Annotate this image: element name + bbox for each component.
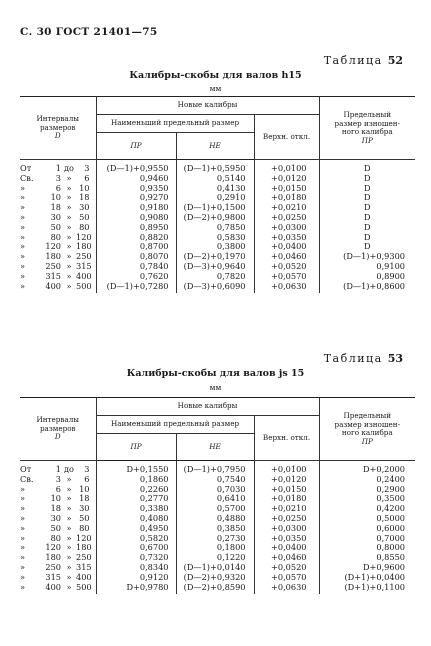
upper-deviation-value: +0,0210 [254,504,319,514]
pr-value: 0,2770 [96,494,176,504]
row-prefix: » [20,532,26,543]
interval-separator: до [64,163,74,173]
interval-from: 10 [50,493,61,504]
interval-to: 10 [79,182,90,193]
upper-deviation-value: +0,0630 [254,583,319,595]
intervals-header: Интервалы размеров D [20,97,96,160]
interval-from: 250 [45,260,61,271]
wear-limit-value: D+0,2000 [319,461,415,475]
wear-limit-value: D [319,242,415,252]
interval-from: 80 [50,532,61,543]
row-prefix: » [20,241,26,252]
interval-separator: » [66,251,72,262]
interval-separator: » [66,561,72,572]
interval-separator: » [66,241,72,252]
interval-from: 6 [55,483,61,494]
wear-limit-value: (D+1)+0,1100 [319,583,415,595]
pr-value: (D—1)+0,9550 [96,160,176,174]
interval-from: 400 [45,280,61,291]
interval-separator: » [66,552,72,563]
wear-limit-value: 0,3500 [319,494,415,504]
upper-deviation-value: +0,0460 [254,252,319,262]
upper-deviation-value: +0,0460 [254,553,319,563]
new-gauges-header: Новые калибры [96,398,319,416]
pr-value: D+0,9780 [96,583,176,595]
table-52-title: Калибры-скобы для валов h15 [129,70,302,81]
table-53-title: Калибры-скобы для валов js 15 [126,368,305,379]
upper-deviation-header: Верхн. откл. [254,115,319,160]
ne-value: (D—3)+0,6090 [176,282,254,294]
ne-value: 0,5700 [176,504,254,514]
pr-value: 0,5820 [96,534,176,544]
upper-deviation-value: +0,0120 [254,174,319,184]
new-gauges-header: Новые калибры [96,97,319,115]
table-52 [20,96,415,293]
pr-value: 0,1860 [96,475,176,485]
pr-value: 0,8700 [96,242,176,252]
wear-limit-value: D [319,223,415,233]
pr-header: ПР [96,133,176,160]
ne-value: 0,4880 [176,514,254,524]
interval-separator: » [66,221,72,232]
pr-value: 0,9080 [96,213,176,223]
row-prefix: От [20,464,32,474]
pr-value: D+0,1550 [96,461,176,475]
row-prefix: » [20,493,26,504]
interval-separator: » [66,231,72,242]
interval-to: 18 [79,493,90,504]
pr-value: 0,4950 [96,524,176,534]
upper-deviation-value: +0,0350 [254,233,319,243]
interval-to: 250 [76,552,92,563]
interval-separator: » [66,522,72,533]
interval-to: 50 [79,512,90,523]
table-52-label-number: 52 [387,54,403,67]
interval-to: 500 [76,581,92,592]
upper-deviation-value: +0,0120 [254,475,319,485]
wear-limit-value: 0,8000 [319,543,415,553]
pr-value: 0,9350 [96,184,176,194]
interval-to: 180 [76,542,92,553]
interval-separator: » [66,473,72,484]
interval-from: 30 [50,211,61,222]
pr-value: 0,3380 [96,504,176,514]
interval-separator: » [66,280,72,291]
wear-limit-value: D [319,213,415,223]
upper-deviation-value: +0,0150 [254,184,319,194]
row-prefix: » [20,512,26,523]
pr-value: 0,9120 [96,573,176,583]
upper-deviation-value: +0,0400 [254,543,319,553]
table-52-label-word: Таблица [323,54,383,67]
pr-value: 0,8340 [96,563,176,573]
table-row [20,160,415,174]
row-prefix: » [20,202,26,213]
wear-limit-header: Предельный размер изношен- ного калибра ПР [319,97,415,160]
interval-from: 6 [55,182,61,193]
ne-value: (D—3)+0,9640 [176,262,254,272]
ne-value: (D—2)+0,9800 [176,213,254,223]
row-prefix: » [20,571,26,582]
interval-from: 315 [45,270,61,281]
interval-to: 400 [76,270,92,281]
row-prefix: » [20,542,26,553]
pr-value: 0,4080 [96,514,176,524]
table-52-label [324,54,403,67]
interval-separator: » [66,542,72,553]
ne-value: (D—1)+0,7950 [176,461,254,475]
upper-deviation-value: +0,0100 [254,461,319,475]
table-53-label-word: Таблица [323,352,383,365]
pr-header: ПР [96,434,176,461]
wear-limit-value: 0,4200 [319,504,415,514]
interval-to: 30 [79,503,90,514]
interval-to: 6 [84,172,90,183]
ne-value: 0,4130 [176,184,254,194]
upper-deviation-header: Верхн. откл. [254,416,319,461]
wear-limit-value: 0,8900 [319,272,415,282]
ne-value: 0,3850 [176,524,254,534]
interval-separator: до [64,464,74,474]
interval-to: 180 [76,241,92,252]
interval-from: 250 [45,561,61,572]
interval-separator: » [66,581,72,592]
wear-limit-value: D [319,184,415,194]
row-prefix: » [20,251,26,262]
row-prefix: » [20,522,26,533]
wear-limit-value: 0,9100 [319,262,415,272]
row-prefix: Св. [20,473,34,484]
wear-limit-value: 0,7000 [319,534,415,544]
pr-value: 0,8070 [96,252,176,262]
ne-value: 0,2730 [176,534,254,544]
ne-value: (D—2)+0,9320 [176,573,254,583]
row-prefix: » [20,270,26,281]
wear-limit-value: (D+1)+0,0400 [319,573,415,583]
row-prefix: Св. [20,172,34,183]
ne-value: (D—2)+0,8590 [176,583,254,595]
interval-from: 120 [45,542,61,553]
wear-limit-value: D [319,193,415,203]
ne-value: (D—1)+0,0140 [176,563,254,573]
ne-value: 0,1800 [176,543,254,553]
row-prefix: » [20,581,26,592]
ne-header: НЕ [176,133,254,160]
wear-limit-value: D [319,160,415,174]
pr-value: 0,7620 [96,272,176,282]
ne-value: 0,7850 [176,223,254,233]
ne-value: 0,5830 [176,233,254,243]
row-prefix: » [20,221,26,232]
pr-value: 0,9460 [96,174,176,184]
upper-deviation-value: +0,0570 [254,573,319,583]
smallest-limit-header: Наименьший предельный размер [96,115,254,133]
interval-separator: » [66,493,72,504]
ne-value: 0,2910 [176,193,254,203]
row-prefix: » [20,182,26,193]
table-row [20,583,415,595]
table-53-unit: мм [209,383,222,392]
interval-to: 50 [79,211,90,222]
interval-separator: » [66,192,72,203]
upper-deviation-value: +0,0400 [254,242,319,252]
upper-deviation-value: +0,0520 [254,262,319,272]
interval-to: 80 [79,221,90,232]
ne-value: 0,5140 [176,174,254,184]
interval-to: 120 [76,231,92,242]
wear-limit-value: D [319,174,415,184]
pr-value: 0,7320 [96,553,176,563]
upper-deviation-value: +0,0180 [254,494,319,504]
interval-to: 250 [76,251,92,262]
pr-value: 0,6700 [96,543,176,553]
interval-separator: » [66,202,72,213]
interval-from: 400 [45,581,61,592]
interval-to: 3 [84,163,90,173]
interval-separator: » [66,532,72,543]
table-53 [20,397,415,594]
ne-value: 0,7030 [176,485,254,495]
upper-deviation-value: +0,0350 [254,534,319,544]
pr-value: 0,8950 [96,223,176,233]
interval-to: 500 [76,280,92,291]
interval-to: 10 [79,483,90,494]
interval-to: 120 [76,532,92,543]
interval-to: 315 [76,260,92,271]
interval-separator: » [66,182,72,193]
table-53-label-number: 53 [387,352,403,365]
wear-limit-value: 0,8550 [319,553,415,563]
table-row [20,282,415,294]
row-prefix: » [20,231,26,242]
wear-limit-value: D+0,9600 [319,563,415,573]
interval-from: 10 [50,192,61,203]
interval-separator: » [66,503,72,514]
ne-value: 0,3800 [176,242,254,252]
ne-value: 0,7540 [176,475,254,485]
interval-from: 30 [50,512,61,523]
pr-value: 0,9180 [96,203,176,213]
upper-deviation-value: +0,0250 [254,514,319,524]
interval-from: 315 [45,571,61,582]
row-prefix: » [20,503,26,514]
ne-value: 0,7820 [176,272,254,282]
upper-deviation-value: +0,0100 [254,160,319,174]
interval-from: 50 [50,221,61,232]
wear-limit-value: 0,5000 [319,514,415,524]
ne-value: 0,1220 [176,553,254,563]
interval-from: 1 [55,163,61,173]
ne-value: (D—1)+0,1500 [176,203,254,213]
wear-limit-value: D [319,233,415,243]
upper-deviation-value: +0,0150 [254,485,319,495]
upper-deviation-value: +0,0250 [254,213,319,223]
upper-deviation-value: +0,0300 [254,223,319,233]
row-prefix: » [20,483,26,494]
wear-limit-value: D [319,203,415,213]
interval-separator: » [66,512,72,523]
interval-separator: » [66,571,72,582]
interval-separator: » [66,483,72,494]
table-row [20,461,415,475]
smallest-limit-header: Наименьший предельный размер [96,416,254,434]
interval-to: 315 [76,561,92,572]
ne-value: (D—1)+0,5950 [176,160,254,174]
pr-value: 0,9270 [96,193,176,203]
pr-value: 0,7840 [96,262,176,272]
interval-from: 80 [50,231,61,242]
interval-to: 80 [79,522,90,533]
wear-limit-header: Предельный размер изношен- ного калибра ПР [319,398,415,461]
interval-from: 18 [50,503,61,514]
wear-limit-value: 0,2400 [319,475,415,485]
interval-separator: » [66,172,72,183]
wear-limit-value: 0,6000 [319,524,415,534]
interval-from: 3 [55,172,61,183]
upper-deviation-value: +0,0210 [254,203,319,213]
table-52-unit: мм [209,84,222,93]
interval-to: 400 [76,571,92,582]
pr-value: (D—1)+0,7280 [96,282,176,294]
table-53-label [324,352,403,365]
interval-to: 18 [79,192,90,203]
upper-deviation-value: +0,0630 [254,282,319,294]
interval-to: 6 [84,473,90,484]
ne-header: НЕ [176,434,254,461]
row-prefix: » [20,280,26,291]
row-prefix: От [20,163,32,173]
upper-deviation-value: +0,0300 [254,524,319,534]
interval-from: 120 [45,241,61,252]
interval-from: 1 [55,464,61,474]
interval-separator: » [66,260,72,271]
interval-to: 3 [84,464,90,474]
interval-from: 50 [50,522,61,533]
intervals-header: Интервалы размеров D [20,398,96,461]
upper-deviation-value: +0,0180 [254,193,319,203]
interval-from: 3 [55,473,61,484]
interval-from: 180 [45,251,61,262]
pr-value: 0,2260 [96,485,176,495]
upper-deviation-value: +0,0520 [254,563,319,573]
wear-limit-value: (D—1)+0,8600 [319,282,415,294]
row-prefix: » [20,260,26,271]
interval-from: 180 [45,552,61,563]
wear-limit-value: (D—1)+0,9300 [319,252,415,262]
interval-separator: » [66,211,72,222]
row-prefix: » [20,211,26,222]
wear-limit-value: 0,2900 [319,485,415,495]
interval-to: 30 [79,202,90,213]
row-prefix: » [20,561,26,572]
row-prefix: » [20,552,26,563]
ne-value: 0,6410 [176,494,254,504]
interval-from: 18 [50,202,61,213]
upper-deviation-value: +0,0570 [254,272,319,282]
ne-value: (D—2)+0,1970 [176,252,254,262]
row-prefix: » [20,192,26,203]
page-header: С. 30 ГОСТ 21401—75 [20,26,158,38]
interval-separator: » [66,270,72,281]
pr-value: 0,8820 [96,233,176,243]
